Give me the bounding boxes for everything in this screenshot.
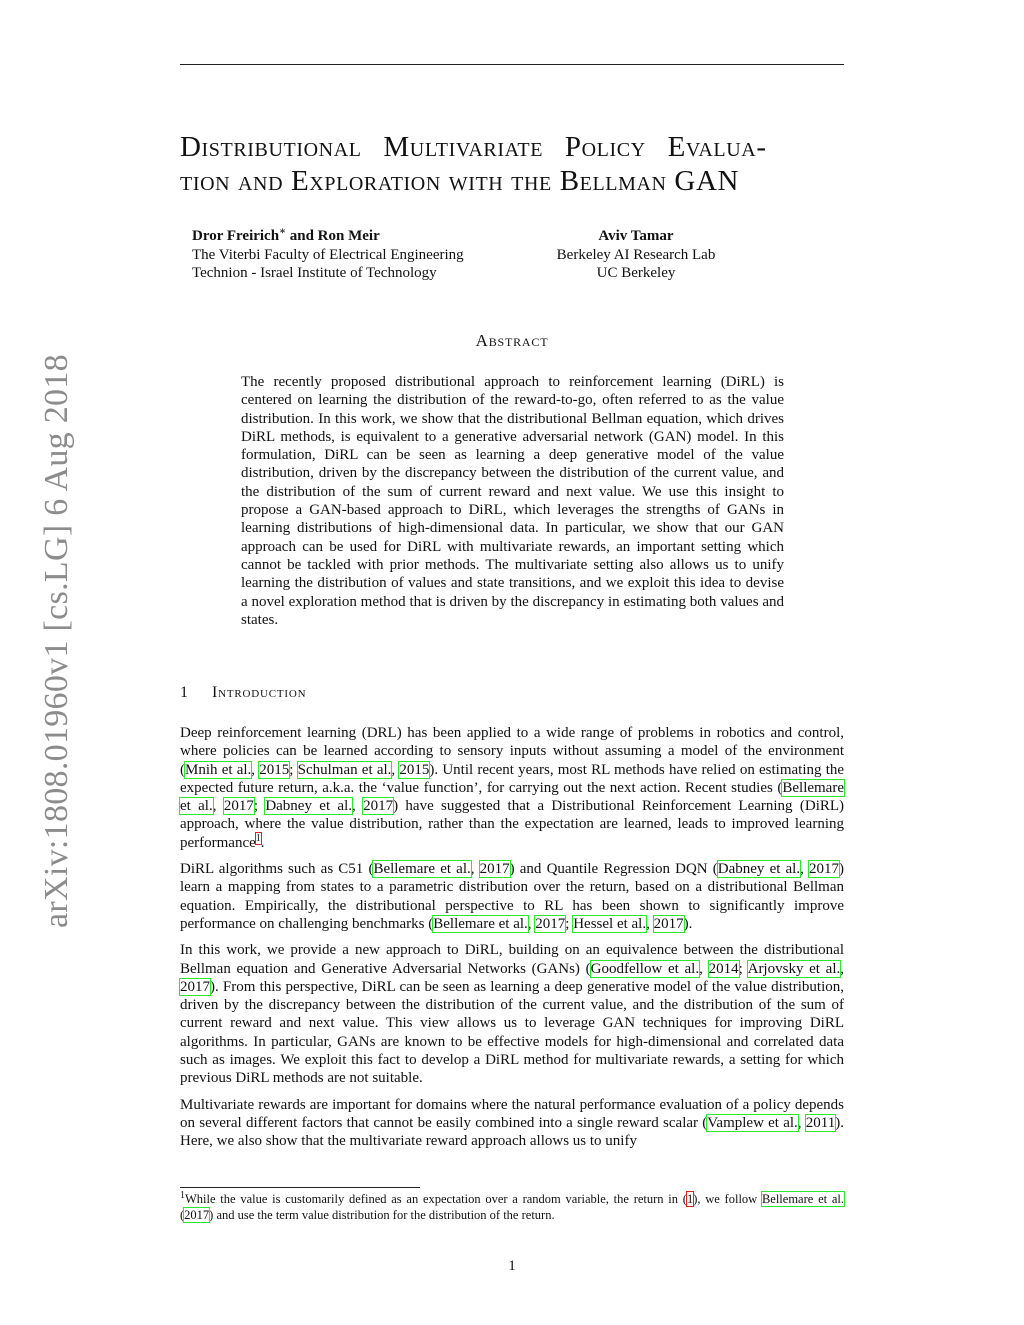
paragraph-4: Multivariate rewards are important for domains where the natural performance evaluation of a policy depends on several different factors that cannot be easily combined into a single reward scalar (Vamplew et al., 2011). Here, we also show that the multivariate reward approach allows us to unify	[180, 1096, 844, 1150]
footnote-mark: 1	[180, 1189, 185, 1201]
author-block-left	[192, 227, 464, 283]
citation-year-link[interactable]: 2017	[653, 915, 684, 932]
citation-year-link[interactable]: 2017	[479, 861, 510, 878]
author-names-left: Dror Freirich∗ and Ron Meir	[192, 226, 380, 244]
equation-ref-link[interactable]: 1	[686, 1192, 694, 1206]
section-title: Introduction	[212, 684, 307, 701]
author-affiliation-right-1: Berkeley AI Research Lab	[556, 246, 716, 263]
paragraph-1: Deep reinforcement learning (DRL) has been applied to a wide range of problems in robotics and control, where policies can be learned according to sensory inputs without assuming a model of the environment (Mnih et al., 2015; Schulman et al., 2015). Until recent years, most RL methods have relied on estimating the expected future return, a.k.a. the ‘value function’, for carrying out the next action. Recent studies (Bellemare et al., 2017; Dabney et al., 2017) have suggested that a Distributional Reinforcement Learning (DiRL) approach, where the value distribution, rather than the expectation are learned, leads to improved learning performance$^1$.	[180, 725, 845, 851]
citation-link[interactable]: Hessel et al.	[573, 915, 647, 932]
citation-link[interactable]: Dabney et al.	[717, 861, 801, 878]
abstract-heading: Abstract	[475, 331, 549, 350]
title-line-1: Distributional Multivariate Policy Evalua-	[180, 131, 767, 163]
author-affiliation-1: The Viterbi Faculty of Electrical Engineering	[192, 246, 464, 263]
author-footnote-star: ∗	[279, 226, 286, 237]
author-affiliation-2: Technion - Israel Institute of Technology	[192, 265, 437, 281]
citation-year-link[interactable]: 2017	[535, 915, 566, 932]
footnote-1: $^1$While the value is customarily defined as an expectation over a random variable, the return in (1), we follow Bellemare et al. (2017) and use the term value distribution for the distribution of the return.	[180, 1189, 844, 1222]
author-name-right: Aviv Tamar	[598, 228, 674, 244]
title-line-2: tion and Exploration with the Bellman GAN	[180, 165, 740, 197]
arxiv-identifier-stamp: arXiv:1808.01960v1 [cs.LG] 6 Aug 2018	[38, 354, 75, 928]
citation-link[interactable]: Schulman et al.	[297, 761, 392, 778]
citation-year-link[interactable]: 2015	[399, 761, 430, 778]
citation-year-link[interactable]: 2011	[805, 1114, 836, 1131]
citation-link[interactable]: Bellemare et al.	[180, 779, 844, 815]
section-number: 1	[180, 684, 188, 701]
citation-link[interactable]: Goodfellow et al.	[590, 960, 700, 977]
citation-year-link[interactable]: 2017	[363, 798, 394, 815]
citation-link[interactable]: Bellemare et al.	[373, 861, 471, 878]
citation-year-link[interactable]: 2014	[708, 960, 739, 977]
citation-link[interactable]: Bellemare et al.	[433, 915, 528, 932]
paragraph-3: In this work, we provide a new approach to DiRL, building on an equivalence between the distributional Bellman equation and Generative Adversarial Networks (GANs) (Goodfellow et al., 2014; Arjovsky et al., 2017). From this perspective, DiRL can be seen as learning a deep generative model of the value distribution, driven by the discrepancy between the distribution of the current value, and the distribution of the sum of current reward and next value. This view allows us to leverage GAN techniques for improving DiRL algorithms. In particular, GANs are known to be effective models for high-dimensional and correlated data such as images. We exploit this fact to develop a DiRL method for multivariate rewards, a setting for which previous DiRL methods are not suitable.	[180, 942, 844, 1087]
citation-year-link[interactable]: 2017	[809, 861, 839, 878]
citation-link[interactable]: Dabney et al.	[265, 798, 353, 815]
author-affiliation-right-2: UC Berkeley	[596, 265, 676, 281]
abstract-text: The recently proposed distributional approach to reinforcement learning (DiRL) is centered on learning the distribution of the reward-to-go, often referred to as the value distribution. In this work, we show that the distributional Bellman equation, which drives DiRL methods, is equivalent to a generative adversarial network (GAN) model. In this formulation, DiRL can be seen as learning a deep generative model of the value distribution, driven by the discrepancy between the distribution of the current value, and the distribution of the sum of current reward and next value. We use this insight to propose a GAN-based approach to DiRL, which leverages the strengths of GANs in learning distributions of high-dimensional data. In particular, we show that our GAN approach can be used for DiRL with multivariate rewards, an important setting which cannot be tackled with prior methods. The multivariate setting also allows us to unify learning the distribution of values and state transitions, and we exploit this idea to devise a novel exploration method that is driven by the discrepancy in estimating both values and states.	[241, 374, 784, 628]
paper-title	[180, 130, 844, 198]
footnote-link[interactable]: 1	[255, 832, 261, 844]
citation-link[interactable]: Mnih et al.	[185, 761, 252, 778]
citation-year-link[interactable]: 2017	[223, 798, 254, 815]
section-heading-introduction	[180, 684, 306, 702]
page-number: 1	[508, 1258, 516, 1274]
top-rule	[180, 64, 844, 65]
citation-link[interactable]: Bellemare et al.	[761, 1192, 844, 1206]
citation-year-link[interactable]: 2015	[259, 761, 290, 778]
citation-year-link[interactable]: 2017	[180, 978, 210, 995]
introduction-body	[180, 724, 844, 1159]
author-block-right	[530, 227, 742, 283]
citation-link[interactable]: Arjovsky et al.	[747, 960, 841, 977]
citation-year-link[interactable]: 2017	[184, 1208, 210, 1222]
paragraph-2: DiRL algorithms such as C51 (Bellemare et al., 2017) and Quantile Regression DQN (Dabney et al., 2017) learn a mapping from states to a parametric distribution over the return, based on a distributional Bellman equation. Empirically, the distributional perspective to RL has been shown to significantly improve performance on challenging benchmarks (Bellemare et al., 2017; Hessel et al., 2017).	[180, 861, 844, 932]
citation-link[interactable]: Vamplew et al.	[707, 1114, 798, 1131]
footnote-rule	[180, 1187, 420, 1188]
